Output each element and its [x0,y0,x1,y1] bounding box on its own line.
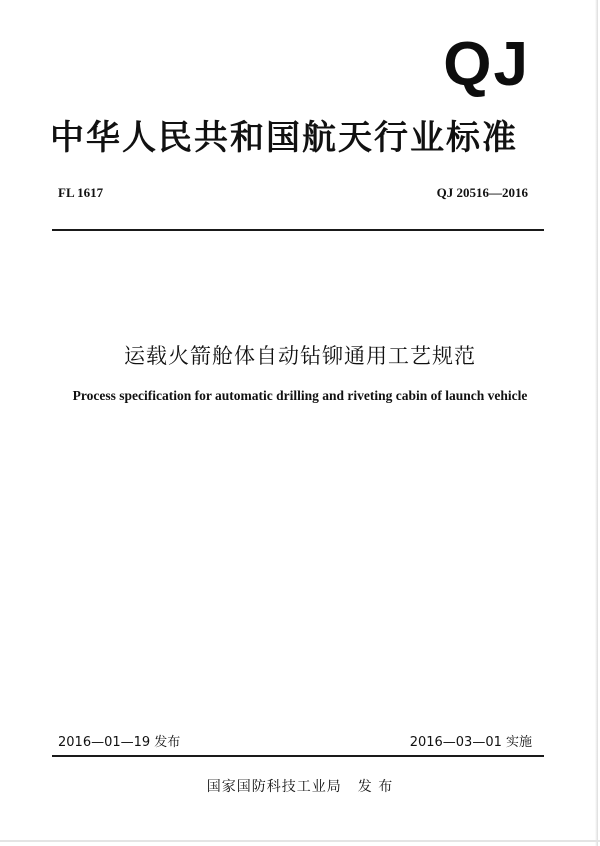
document-title-english: Process specification for automatic drilling and riveting cabin of launch vehicle [72,388,528,403]
standard-category-title: 中华人民共和国航天行业标准 [50,118,518,158]
issuer-name: 国家国防科技工业局 [206,779,342,795]
standard-code-logo: QJ [443,30,530,99]
issuer-action: 发 布 [357,779,394,795]
implementation-date: 2016—03—01 实施 [409,735,532,750]
page-edge-shadow [595,0,598,846]
standard-number: QJ 20516—2016 [436,185,528,200]
release-date: 2016—01—19 发布 [58,735,181,750]
footer-divider [52,755,544,757]
header-divider [52,229,544,231]
page-bottom-edge [0,840,600,842]
issuing-authority [0,776,600,796]
classification-code: FL 1617 [58,185,104,200]
document-title-chinese: 运载火箭舱体自动钻铆通用工艺规范 [124,344,476,368]
